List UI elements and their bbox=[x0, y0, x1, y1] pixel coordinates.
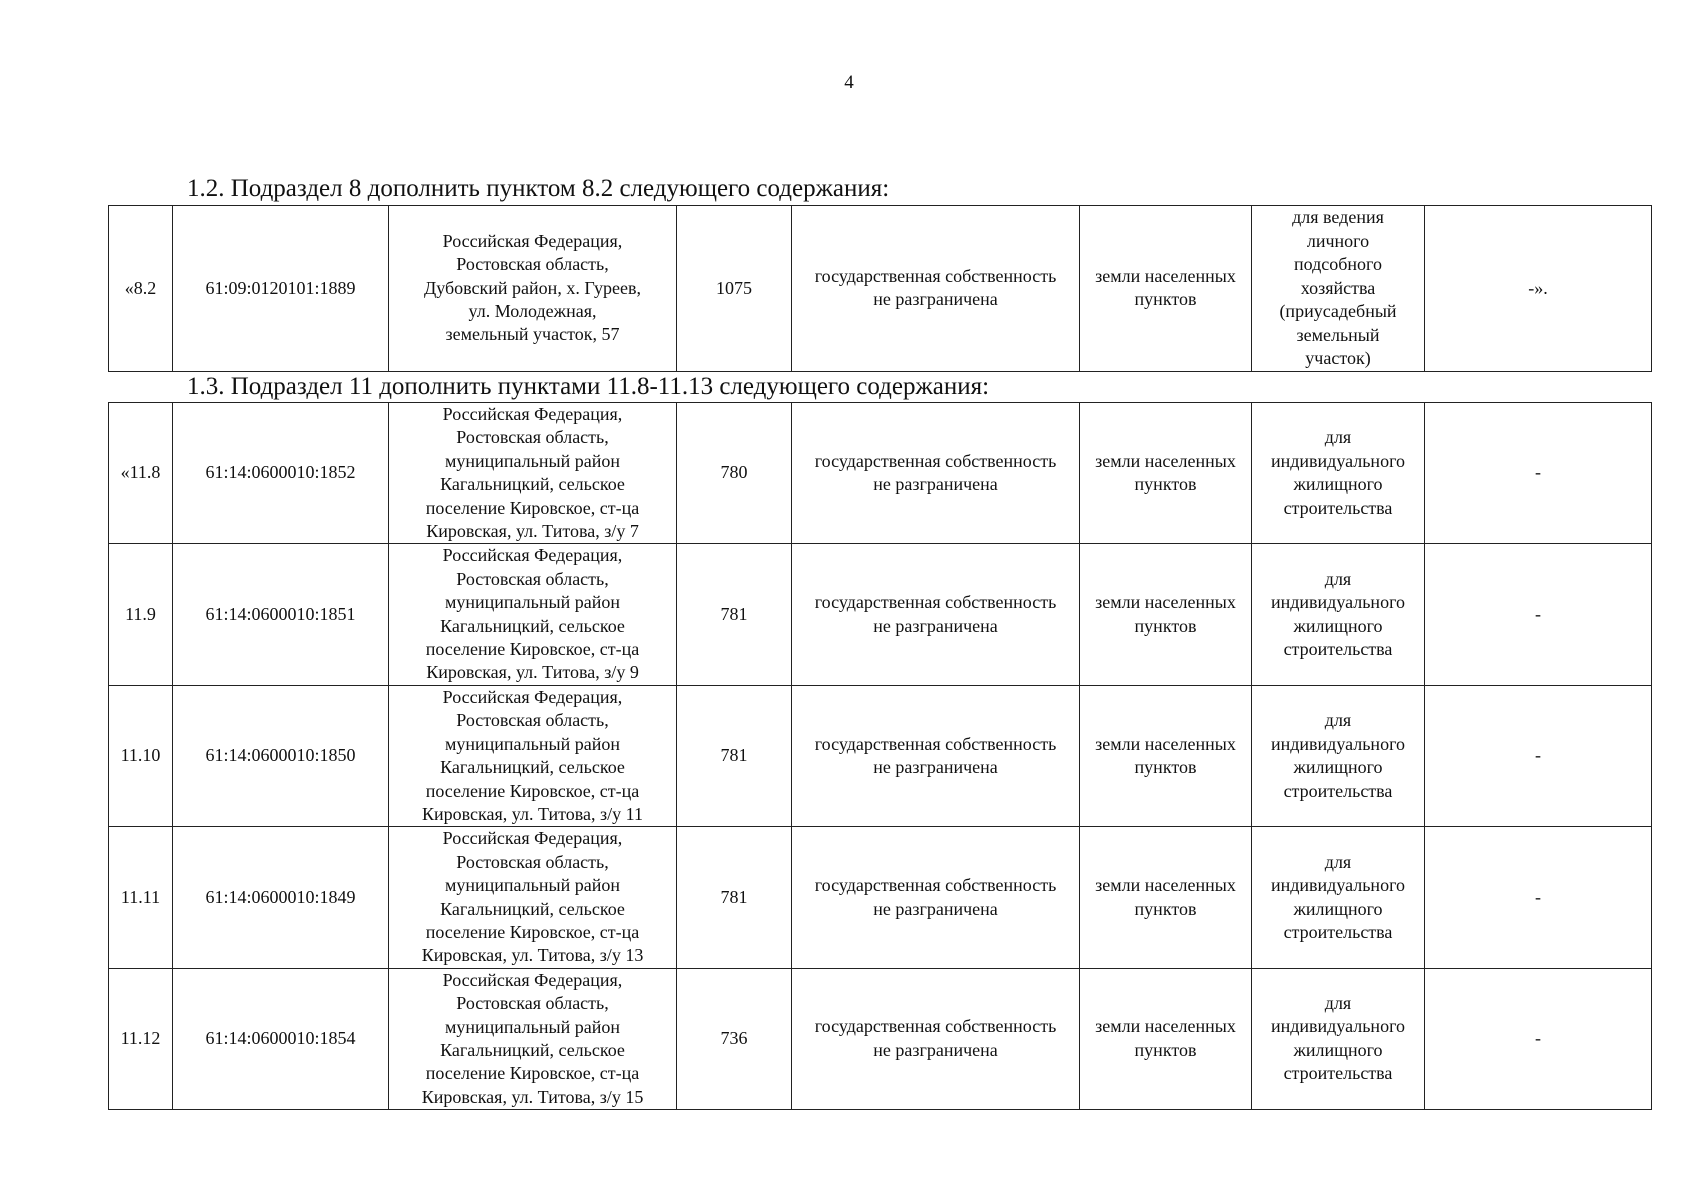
item-number: 11.11 bbox=[120, 886, 161, 907]
address-line: Кагальницкий, сельское bbox=[440, 474, 625, 495]
permitted-use-line: земельный bbox=[1296, 324, 1380, 345]
permitted-use-line: жилищного bbox=[1293, 615, 1383, 636]
note-cell bbox=[1425, 544, 1652, 685]
address-line: Кагальницкий, сельское bbox=[440, 1039, 625, 1060]
permitted-use-line: строительства bbox=[1283, 639, 1393, 660]
land-category-cell bbox=[1080, 403, 1252, 544]
address-line: Кагальницкий, сельское bbox=[440, 757, 625, 778]
table-row bbox=[109, 544, 1652, 685]
area-cell bbox=[677, 827, 792, 968]
address-line: Ростовская область, bbox=[456, 568, 609, 589]
note-value: - bbox=[1535, 462, 1541, 483]
address-line: земельный участок, 57 bbox=[445, 324, 620, 345]
land-category-cell bbox=[1080, 544, 1252, 685]
note-cell bbox=[1425, 968, 1652, 1109]
area-value: 781 bbox=[720, 886, 748, 907]
address-line: Российская Федерация, bbox=[442, 828, 623, 849]
land-category-line: пунктов bbox=[1134, 1039, 1197, 1060]
permitted-use-cell bbox=[1252, 685, 1425, 826]
address-line: поселение Кировское, ст-ца bbox=[425, 497, 640, 518]
address-line: Кагальницкий, сельское bbox=[440, 898, 625, 919]
address-line: муниципальный район bbox=[444, 592, 620, 613]
item-number: 11.12 bbox=[120, 1028, 161, 1049]
cadastral-number-cell bbox=[173, 403, 389, 544]
address-line: Ростовская область, bbox=[456, 993, 609, 1014]
note-value: - bbox=[1535, 1028, 1541, 1049]
item-number-cell bbox=[109, 206, 173, 372]
land-category-line: пунктов bbox=[1134, 615, 1197, 636]
item-number-cell bbox=[109, 968, 173, 1109]
area-value: 781 bbox=[720, 603, 748, 624]
address-line: Кировская, ул. Титова, з/у 9 bbox=[426, 662, 639, 683]
permitted-use-line: для bbox=[1324, 427, 1352, 448]
item-number-cell bbox=[109, 827, 173, 968]
item-number: «8.2 bbox=[124, 277, 157, 298]
address-line: муниципальный район bbox=[444, 1016, 620, 1037]
note-cell bbox=[1425, 206, 1652, 372]
address-line: Дубовский район, х. Гуреев, bbox=[423, 277, 642, 298]
note-value: - bbox=[1535, 886, 1541, 907]
ownership-cell bbox=[792, 827, 1080, 968]
ownership-line: не разграничена bbox=[873, 898, 998, 919]
ownership-cell bbox=[792, 544, 1080, 685]
permitted-use-cell bbox=[1252, 206, 1425, 372]
land-category-line: земли населенных bbox=[1095, 875, 1236, 896]
land-category-line: земли населенных bbox=[1095, 592, 1236, 613]
area-cell bbox=[677, 685, 792, 826]
permitted-use-line: для bbox=[1324, 851, 1352, 872]
land-category-cell bbox=[1080, 827, 1252, 968]
area-value: 1075 bbox=[716, 277, 752, 298]
land-category-line: земли населенных bbox=[1095, 733, 1236, 754]
area-value: 736 bbox=[720, 1028, 748, 1049]
item-number: 11.10 bbox=[120, 745, 161, 766]
note-cell bbox=[1425, 827, 1652, 968]
address-line: Ростовская область, bbox=[456, 427, 609, 448]
item-number-cell bbox=[109, 403, 173, 544]
address-line: Российская Федерация, bbox=[442, 686, 623, 707]
address-line: поселение Кировское, ст-ца bbox=[425, 639, 640, 660]
item-number-cell bbox=[109, 544, 173, 685]
permitted-use-line: для bbox=[1324, 992, 1352, 1013]
table-row bbox=[109, 206, 1652, 372]
area-cell bbox=[677, 544, 792, 685]
ownership-line: не разграничена bbox=[873, 615, 998, 636]
permitted-use-line: для ведения bbox=[1292, 207, 1384, 227]
address-line: ул. Молодежная, bbox=[468, 300, 597, 321]
address-line: поселение Кировское, ст-ца bbox=[425, 1063, 640, 1084]
item-number: 11.9 bbox=[125, 603, 156, 624]
land-category-line: земли населенных bbox=[1095, 450, 1236, 471]
parcel-table-subsection-11 bbox=[108, 402, 1652, 1110]
address-cell bbox=[389, 685, 677, 826]
cadastral-number-cell bbox=[173, 827, 389, 968]
note-cell bbox=[1425, 403, 1652, 544]
address-line: Кировская, ул. Титова, з/у 7 bbox=[426, 521, 639, 542]
ownership-line: государственная собственность bbox=[814, 875, 1057, 896]
cadastral-number: 61:14:0600010:1854 bbox=[205, 1028, 356, 1049]
permitted-use-line: строительства bbox=[1283, 1063, 1393, 1084]
cadastral-number: 61:14:0600010:1852 bbox=[205, 462, 356, 483]
address-line: поселение Кировское, ст-ца bbox=[425, 780, 640, 801]
permitted-use-line: строительства bbox=[1283, 497, 1393, 518]
address-line: муниципальный район bbox=[444, 875, 620, 896]
address-line: Российская Федерация, bbox=[442, 404, 623, 424]
note-value: - bbox=[1535, 745, 1541, 766]
permitted-use-line: хозяйства bbox=[1300, 277, 1376, 298]
permitted-use-line: строительства bbox=[1283, 922, 1393, 943]
permitted-use-line: жилищного bbox=[1293, 1039, 1383, 1060]
table-row bbox=[109, 968, 1652, 1109]
land-category-line: пунктов bbox=[1134, 757, 1197, 778]
area-cell bbox=[677, 403, 792, 544]
section-heading-11-8: 1.3. Подраздел 11 дополнить пунктами 11.8-11.13 следующего содержания: bbox=[187, 373, 990, 400]
cadastral-number-cell bbox=[173, 544, 389, 685]
ownership-line: не разграничена bbox=[873, 474, 998, 495]
ownership-line: не разграничена bbox=[873, 1039, 998, 1060]
page-number: 4 bbox=[844, 72, 854, 93]
address-cell bbox=[389, 403, 677, 544]
area-value: 780 bbox=[720, 462, 748, 483]
table-row bbox=[109, 827, 1652, 968]
ownership-line: не разграничена bbox=[873, 289, 998, 310]
permitted-use-line: личного bbox=[1306, 230, 1370, 251]
cadastral-number-cell bbox=[173, 685, 389, 826]
land-category-cell bbox=[1080, 206, 1252, 372]
note-value: - bbox=[1535, 603, 1541, 624]
address-cell bbox=[389, 968, 677, 1109]
permitted-use-line: участок) bbox=[1305, 348, 1371, 368]
note-value: -». bbox=[1528, 277, 1548, 298]
permitted-use-cell bbox=[1252, 827, 1425, 968]
cadastral-number-cell bbox=[173, 206, 389, 372]
permitted-use-line: индивидуального bbox=[1270, 592, 1405, 613]
land-category-line: земли населенных bbox=[1095, 1016, 1236, 1037]
permitted-use-line: индивидуального bbox=[1270, 875, 1405, 896]
address-line: Кировская, ул. Титова, з/у 15 bbox=[421, 1086, 644, 1107]
ownership-cell bbox=[792, 206, 1080, 372]
address-cell bbox=[389, 206, 677, 372]
table-row bbox=[109, 403, 1652, 544]
address-line: Российская Федерация, bbox=[442, 969, 623, 990]
address-line: Российская Федерация, bbox=[442, 545, 623, 566]
address-line: поселение Кировское, ст-ца bbox=[425, 921, 640, 942]
address-line: Ростовская область, bbox=[456, 254, 609, 275]
address-cell bbox=[389, 827, 677, 968]
land-category-cell bbox=[1080, 968, 1252, 1109]
area-cell bbox=[677, 968, 792, 1109]
land-category-line: пунктов bbox=[1134, 474, 1197, 495]
ownership-line: государственная собственность bbox=[814, 1016, 1057, 1037]
land-category-line: пунктов bbox=[1134, 898, 1197, 919]
area-cell bbox=[677, 206, 792, 372]
permitted-use-line: индивидуального bbox=[1270, 1016, 1405, 1037]
permitted-use-line: жилищного bbox=[1293, 757, 1383, 778]
ownership-cell bbox=[792, 685, 1080, 826]
permitted-use-line: индивидуального bbox=[1270, 450, 1405, 471]
parcel-table-subsection-8 bbox=[108, 205, 1652, 372]
land-category-line: земли населенных bbox=[1095, 265, 1236, 286]
ownership-line: государственная собственность bbox=[814, 265, 1057, 286]
ownership-cell bbox=[792, 968, 1080, 1109]
permitted-use-line: жилищного bbox=[1293, 474, 1383, 495]
ownership-line: государственная собственность bbox=[814, 592, 1057, 613]
area-value: 781 bbox=[720, 745, 748, 766]
address-line: Кировская, ул. Титова, з/у 13 bbox=[421, 945, 644, 966]
ownership-line: не разграничена bbox=[873, 757, 998, 778]
cadastral-number: 61:14:0600010:1851 bbox=[205, 603, 356, 624]
ownership-cell bbox=[792, 403, 1080, 544]
address-line: Кировская, ул. Титова, з/у 11 bbox=[422, 803, 643, 824]
permitted-use-line: строительства bbox=[1283, 780, 1393, 801]
cadastral-number: 61:14:0600010:1850 bbox=[205, 745, 356, 766]
land-category-line: пунктов bbox=[1134, 289, 1197, 310]
permitted-use-line: для bbox=[1324, 710, 1352, 731]
address-line: Ростовская область, bbox=[456, 851, 609, 872]
cadastral-number: 61:14:0600010:1849 bbox=[205, 886, 356, 907]
table-row bbox=[109, 685, 1652, 826]
item-number: «11.8 bbox=[120, 462, 161, 483]
ownership-line: государственная собственность bbox=[814, 450, 1057, 471]
cadastral-number-cell bbox=[173, 968, 389, 1109]
address-line: муниципальный район bbox=[444, 450, 620, 471]
address-line: Российская Федерация, bbox=[442, 230, 623, 251]
permitted-use-line: индивидуального bbox=[1270, 733, 1405, 754]
cadastral-number: 61:09:0120101:1889 bbox=[205, 277, 356, 298]
ownership-line: государственная собственность bbox=[814, 733, 1057, 754]
address-cell bbox=[389, 544, 677, 685]
address-line: Ростовская область, bbox=[456, 710, 609, 731]
permitted-use-line: (приусадебный bbox=[1279, 301, 1397, 321]
permitted-use-line: подсобного bbox=[1294, 254, 1382, 274]
item-number-cell bbox=[109, 685, 173, 826]
address-line: муниципальный район bbox=[444, 733, 620, 754]
permitted-use-cell bbox=[1252, 403, 1425, 544]
permitted-use-line: для bbox=[1324, 568, 1352, 589]
address-line: Кагальницкий, сельское bbox=[440, 615, 625, 636]
section-heading-8-2: 1.2. Подраздел 8 дополнить пунктом 8.2 следующего содержания: bbox=[187, 175, 890, 202]
land-category-cell bbox=[1080, 685, 1252, 826]
permitted-use-cell bbox=[1252, 544, 1425, 685]
permitted-use-line: жилищного bbox=[1293, 898, 1383, 919]
note-cell bbox=[1425, 685, 1652, 826]
permitted-use-cell bbox=[1252, 968, 1425, 1109]
